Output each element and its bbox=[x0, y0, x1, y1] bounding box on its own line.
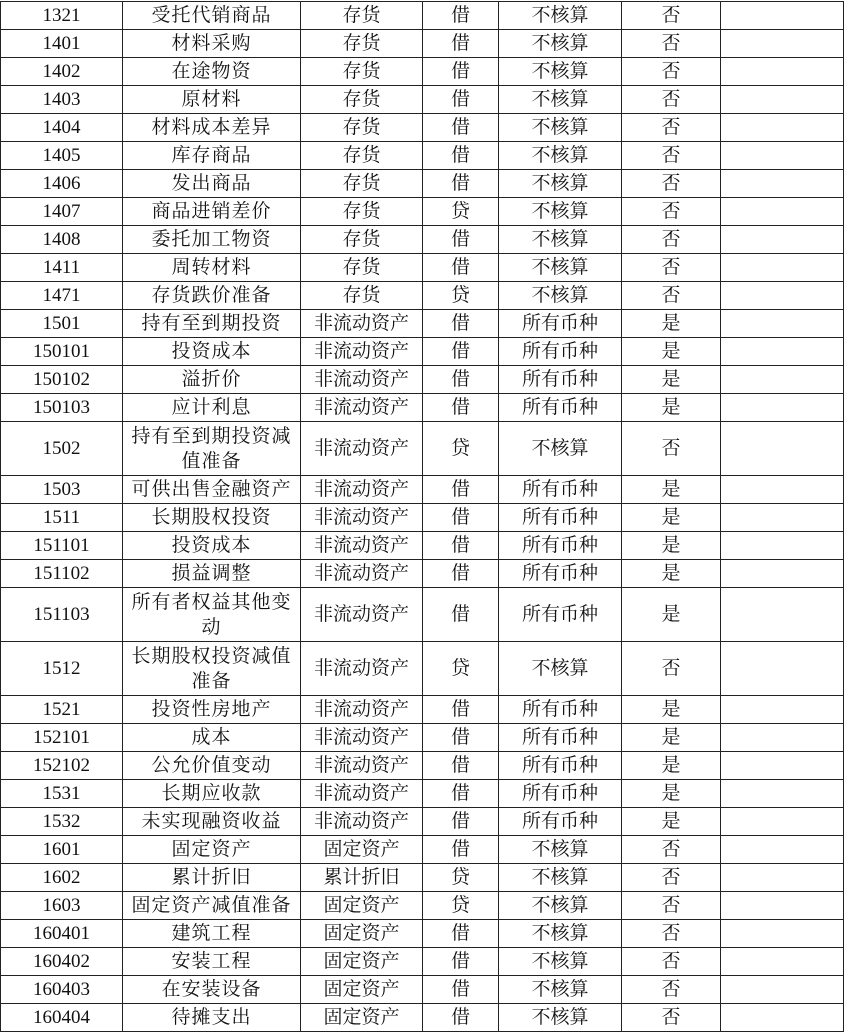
account-category-cell: 非流动资产 bbox=[301, 532, 423, 560]
empty-cell bbox=[721, 836, 844, 864]
table-row bbox=[1, 142, 844, 170]
empty-cell bbox=[721, 114, 844, 142]
period-end-adjust-cell: 是 bbox=[622, 696, 721, 724]
balance-direction-cell: 借 bbox=[423, 948, 499, 976]
period-end-adjust-cell: 否 bbox=[622, 642, 721, 696]
account-code-cell: 160403 bbox=[1, 976, 123, 1004]
period-end-adjust-cell: 否 bbox=[622, 948, 721, 976]
account-code-cell: 1602 bbox=[1, 864, 123, 892]
foreign-currency-cell: 不核算 bbox=[499, 2, 622, 30]
account-code-cell: 1471 bbox=[1, 282, 123, 310]
table-row bbox=[1, 2, 844, 30]
empty-cell bbox=[721, 976, 844, 1004]
account-code-cell: 1601 bbox=[1, 836, 123, 864]
account-category-cell: 非流动资产 bbox=[301, 338, 423, 366]
account-code-cell: 1511 bbox=[1, 504, 123, 532]
account-name-cell: 发出商品 bbox=[123, 170, 301, 198]
account-code-cell: 1401 bbox=[1, 30, 123, 58]
table-row bbox=[1, 114, 844, 142]
period-end-adjust-cell: 是 bbox=[622, 504, 721, 532]
empty-cell bbox=[721, 366, 844, 394]
empty-cell bbox=[721, 476, 844, 504]
table-row bbox=[1, 366, 844, 394]
account-name-cell: 固定资产减值准备 bbox=[123, 892, 301, 920]
account-name-cell: 存货跌价准备 bbox=[123, 282, 301, 310]
period-end-adjust-cell: 是 bbox=[622, 366, 721, 394]
empty-cell bbox=[721, 780, 844, 808]
balance-direction-cell: 借 bbox=[423, 724, 499, 752]
foreign-currency-cell: 不核算 bbox=[499, 86, 622, 114]
account-name-cell: 待摊支出 bbox=[123, 1004, 301, 1032]
table-row bbox=[1, 976, 844, 1004]
empty-cell bbox=[721, 560, 844, 588]
account-category-cell: 非流动资产 bbox=[301, 808, 423, 836]
table-row bbox=[1, 836, 844, 864]
table-row bbox=[1, 422, 844, 476]
empty-cell bbox=[721, 86, 844, 114]
account-category-cell: 非流动资产 bbox=[301, 476, 423, 504]
account-code-cell: 1521 bbox=[1, 696, 123, 724]
empty-cell bbox=[721, 724, 844, 752]
table-row bbox=[1, 696, 844, 724]
foreign-currency-cell: 不核算 bbox=[499, 864, 622, 892]
balance-direction-cell: 贷 bbox=[423, 864, 499, 892]
period-end-adjust-cell: 是 bbox=[622, 588, 721, 642]
table-row bbox=[1, 282, 844, 310]
balance-direction-cell: 借 bbox=[423, 836, 499, 864]
account-code-cell: 1512 bbox=[1, 642, 123, 696]
account-category-cell: 非流动资产 bbox=[301, 780, 423, 808]
account-code-cell: 151102 bbox=[1, 560, 123, 588]
account-code-cell: 160404 bbox=[1, 1004, 123, 1032]
empty-cell bbox=[721, 642, 844, 696]
table-row bbox=[1, 226, 844, 254]
foreign-currency-cell: 不核算 bbox=[499, 920, 622, 948]
table-row bbox=[1, 532, 844, 560]
period-end-adjust-cell: 否 bbox=[622, 920, 721, 948]
account-code-cell: 1404 bbox=[1, 114, 123, 142]
balance-direction-cell: 贷 bbox=[423, 422, 499, 476]
account-code-cell: 1503 bbox=[1, 476, 123, 504]
table-row bbox=[1, 948, 844, 976]
empty-cell bbox=[721, 422, 844, 476]
account-code-cell: 1402 bbox=[1, 58, 123, 86]
period-end-adjust-cell: 是 bbox=[622, 476, 721, 504]
foreign-currency-cell: 所有币种 bbox=[499, 366, 622, 394]
account-code-cell: 1603 bbox=[1, 892, 123, 920]
account-name-cell: 持有至到期投资 bbox=[123, 310, 301, 338]
account-name-cell: 原材料 bbox=[123, 86, 301, 114]
account-name-cell: 损益调整 bbox=[123, 560, 301, 588]
table-row bbox=[1, 808, 844, 836]
balance-direction-cell: 借 bbox=[423, 142, 499, 170]
account-name-cell: 投资成本 bbox=[123, 532, 301, 560]
table-row bbox=[1, 338, 844, 366]
table-row bbox=[1, 1004, 844, 1032]
account-code-cell: 1408 bbox=[1, 226, 123, 254]
account-name-cell: 成本 bbox=[123, 724, 301, 752]
account-category-cell: 非流动资产 bbox=[301, 366, 423, 394]
empty-cell bbox=[721, 198, 844, 226]
period-end-adjust-cell: 否 bbox=[622, 422, 721, 476]
balance-direction-cell: 借 bbox=[423, 780, 499, 808]
period-end-adjust-cell: 是 bbox=[622, 808, 721, 836]
account-code-cell: 152102 bbox=[1, 752, 123, 780]
period-end-adjust-cell: 否 bbox=[622, 198, 721, 226]
account-category-cell: 非流动资产 bbox=[301, 752, 423, 780]
empty-cell bbox=[721, 394, 844, 422]
balance-direction-cell: 借 bbox=[423, 752, 499, 780]
account-name-cell: 长期股权投资 bbox=[123, 504, 301, 532]
period-end-adjust-cell: 否 bbox=[622, 892, 721, 920]
foreign-currency-cell: 不核算 bbox=[499, 198, 622, 226]
foreign-currency-cell: 所有币种 bbox=[499, 338, 622, 366]
account-category-cell: 非流动资产 bbox=[301, 504, 423, 532]
balance-direction-cell: 借 bbox=[423, 504, 499, 532]
account-code-cell: 1411 bbox=[1, 254, 123, 282]
foreign-currency-cell: 所有币种 bbox=[499, 310, 622, 338]
table-row bbox=[1, 588, 844, 642]
account-name-cell: 可供出售金融资产 bbox=[123, 476, 301, 504]
account-code-cell: 1531 bbox=[1, 780, 123, 808]
foreign-currency-cell: 所有币种 bbox=[499, 724, 622, 752]
account-category-cell: 存货 bbox=[301, 86, 423, 114]
balance-direction-cell: 借 bbox=[423, 394, 499, 422]
account-category-cell: 非流动资产 bbox=[301, 696, 423, 724]
account-code-cell: 1532 bbox=[1, 808, 123, 836]
period-end-adjust-cell: 否 bbox=[622, 864, 721, 892]
account-code-cell: 160402 bbox=[1, 948, 123, 976]
balance-direction-cell: 借 bbox=[423, 30, 499, 58]
account-category-cell: 存货 bbox=[301, 142, 423, 170]
account-category-cell: 非流动资产 bbox=[301, 422, 423, 476]
account-name-cell: 未实现融资收益 bbox=[123, 808, 301, 836]
table-row bbox=[1, 780, 844, 808]
period-end-adjust-cell: 否 bbox=[622, 976, 721, 1004]
foreign-currency-cell: 所有币种 bbox=[499, 532, 622, 560]
foreign-currency-cell: 不核算 bbox=[499, 282, 622, 310]
empty-cell bbox=[721, 338, 844, 366]
empty-cell bbox=[721, 752, 844, 780]
account-name-cell: 投资性房地产 bbox=[123, 696, 301, 724]
table-row bbox=[1, 864, 844, 892]
account-code-cell: 1405 bbox=[1, 142, 123, 170]
foreign-currency-cell: 所有币种 bbox=[499, 696, 622, 724]
balance-direction-cell: 借 bbox=[423, 114, 499, 142]
empty-cell bbox=[721, 310, 844, 338]
table-row bbox=[1, 58, 844, 86]
account-code-cell: 1407 bbox=[1, 198, 123, 226]
balance-direction-cell: 借 bbox=[423, 976, 499, 1004]
account-name-cell: 溢折价 bbox=[123, 366, 301, 394]
period-end-adjust-cell: 否 bbox=[622, 170, 721, 198]
account-code-cell: 1406 bbox=[1, 170, 123, 198]
table-row bbox=[1, 504, 844, 532]
account-name-cell: 应计利息 bbox=[123, 394, 301, 422]
empty-cell bbox=[721, 892, 844, 920]
balance-direction-cell: 借 bbox=[423, 310, 499, 338]
balance-direction-cell: 借 bbox=[423, 254, 499, 282]
empty-cell bbox=[721, 808, 844, 836]
account-code-cell: 1321 bbox=[1, 2, 123, 30]
foreign-currency-cell: 所有币种 bbox=[499, 394, 622, 422]
foreign-currency-cell: 不核算 bbox=[499, 642, 622, 696]
period-end-adjust-cell: 是 bbox=[622, 560, 721, 588]
period-end-adjust-cell: 是 bbox=[622, 532, 721, 560]
period-end-adjust-cell: 否 bbox=[622, 282, 721, 310]
foreign-currency-cell: 不核算 bbox=[499, 422, 622, 476]
account-category-cell: 存货 bbox=[301, 58, 423, 86]
account-category-cell: 存货 bbox=[301, 198, 423, 226]
balance-direction-cell: 借 bbox=[423, 560, 499, 588]
account-table-body bbox=[1, 2, 844, 1032]
account-code-cell: 151103 bbox=[1, 588, 123, 642]
foreign-currency-cell: 所有币种 bbox=[499, 476, 622, 504]
period-end-adjust-cell: 是 bbox=[622, 338, 721, 366]
table-row bbox=[1, 892, 844, 920]
account-category-cell: 存货 bbox=[301, 30, 423, 58]
table-row bbox=[1, 30, 844, 58]
balance-direction-cell: 借 bbox=[423, 920, 499, 948]
account-category-cell: 存货 bbox=[301, 2, 423, 30]
account-name-cell: 在安装设备 bbox=[123, 976, 301, 1004]
account-name-cell: 固定资产 bbox=[123, 836, 301, 864]
account-category-cell: 固定资产 bbox=[301, 976, 423, 1004]
account-name-cell: 长期股权投资减值准备 bbox=[123, 642, 301, 696]
empty-cell bbox=[721, 588, 844, 642]
foreign-currency-cell: 不核算 bbox=[499, 58, 622, 86]
table-row bbox=[1, 560, 844, 588]
account-category-cell: 存货 bbox=[301, 114, 423, 142]
foreign-currency-cell: 不核算 bbox=[499, 948, 622, 976]
foreign-currency-cell: 不核算 bbox=[499, 254, 622, 282]
balance-direction-cell: 借 bbox=[423, 808, 499, 836]
account-category-cell: 存货 bbox=[301, 170, 423, 198]
account-category-cell: 固定资产 bbox=[301, 892, 423, 920]
empty-cell bbox=[721, 504, 844, 532]
period-end-adjust-cell: 否 bbox=[622, 254, 721, 282]
empty-cell bbox=[721, 58, 844, 86]
account-name-cell: 商品进销差价 bbox=[123, 198, 301, 226]
table-row bbox=[1, 724, 844, 752]
table-row bbox=[1, 310, 844, 338]
account-code-cell: 160401 bbox=[1, 920, 123, 948]
foreign-currency-cell: 所有币种 bbox=[499, 504, 622, 532]
account-code-cell: 150101 bbox=[1, 338, 123, 366]
table-row bbox=[1, 394, 844, 422]
balance-direction-cell: 借 bbox=[423, 226, 499, 254]
empty-cell bbox=[721, 864, 844, 892]
table-row bbox=[1, 254, 844, 282]
empty-cell bbox=[721, 254, 844, 282]
empty-cell bbox=[721, 1004, 844, 1032]
account-name-cell: 在途物资 bbox=[123, 58, 301, 86]
foreign-currency-cell: 不核算 bbox=[499, 114, 622, 142]
table-row bbox=[1, 198, 844, 226]
table-row bbox=[1, 86, 844, 114]
account-name-cell: 持有至到期投资减值准备 bbox=[123, 422, 301, 476]
foreign-currency-cell: 不核算 bbox=[499, 976, 622, 1004]
period-end-adjust-cell: 是 bbox=[622, 310, 721, 338]
account-category-cell: 固定资产 bbox=[301, 1004, 423, 1032]
table-row bbox=[1, 920, 844, 948]
account-code-cell: 152101 bbox=[1, 724, 123, 752]
account-name-cell: 建筑工程 bbox=[123, 920, 301, 948]
account-name-cell: 委托加工物资 bbox=[123, 226, 301, 254]
balance-direction-cell: 借 bbox=[423, 58, 499, 86]
balance-direction-cell: 贷 bbox=[423, 892, 499, 920]
empty-cell bbox=[721, 142, 844, 170]
foreign-currency-cell: 所有币种 bbox=[499, 780, 622, 808]
foreign-currency-cell: 所有币种 bbox=[499, 560, 622, 588]
period-end-adjust-cell: 是 bbox=[622, 724, 721, 752]
foreign-currency-cell: 所有币种 bbox=[499, 808, 622, 836]
balance-direction-cell: 借 bbox=[423, 476, 499, 504]
foreign-currency-cell: 不核算 bbox=[499, 892, 622, 920]
foreign-currency-cell: 不核算 bbox=[499, 226, 622, 254]
account-category-cell: 非流动资产 bbox=[301, 560, 423, 588]
account-category-cell: 非流动资产 bbox=[301, 642, 423, 696]
period-end-adjust-cell: 否 bbox=[622, 2, 721, 30]
balance-direction-cell: 借 bbox=[423, 338, 499, 366]
account-code-cell: 1502 bbox=[1, 422, 123, 476]
empty-cell bbox=[721, 30, 844, 58]
period-end-adjust-cell: 是 bbox=[622, 752, 721, 780]
empty-cell bbox=[721, 920, 844, 948]
balance-direction-cell: 借 bbox=[423, 696, 499, 724]
period-end-adjust-cell: 是 bbox=[622, 394, 721, 422]
account-code-cell: 150102 bbox=[1, 366, 123, 394]
account-category-cell: 非流动资产 bbox=[301, 588, 423, 642]
table-row bbox=[1, 170, 844, 198]
foreign-currency-cell: 不核算 bbox=[499, 1004, 622, 1032]
account-category-cell: 累计折旧 bbox=[301, 864, 423, 892]
foreign-currency-cell: 所有币种 bbox=[499, 752, 622, 780]
balance-direction-cell: 借 bbox=[423, 170, 499, 198]
account-code-cell: 1403 bbox=[1, 86, 123, 114]
empty-cell bbox=[721, 532, 844, 560]
balance-direction-cell: 借 bbox=[423, 588, 499, 642]
account-name-cell: 库存商品 bbox=[123, 142, 301, 170]
account-name-cell: 投资成本 bbox=[123, 338, 301, 366]
balance-direction-cell: 借 bbox=[423, 532, 499, 560]
account-category-cell: 固定资产 bbox=[301, 920, 423, 948]
foreign-currency-cell: 不核算 bbox=[499, 836, 622, 864]
empty-cell bbox=[721, 948, 844, 976]
period-end-adjust-cell: 否 bbox=[622, 30, 721, 58]
account-category-cell: 非流动资产 bbox=[301, 310, 423, 338]
period-end-adjust-cell: 否 bbox=[622, 1004, 721, 1032]
empty-cell bbox=[721, 226, 844, 254]
balance-direction-cell: 借 bbox=[423, 86, 499, 114]
period-end-adjust-cell: 是 bbox=[622, 780, 721, 808]
balance-direction-cell: 贷 bbox=[423, 198, 499, 226]
foreign-currency-cell: 不核算 bbox=[499, 30, 622, 58]
empty-cell bbox=[721, 2, 844, 30]
account-table bbox=[0, 1, 844, 1032]
balance-direction-cell: 借 bbox=[423, 1004, 499, 1032]
account-name-cell: 受托代销商品 bbox=[123, 2, 301, 30]
period-end-adjust-cell: 否 bbox=[622, 226, 721, 254]
period-end-adjust-cell: 否 bbox=[622, 142, 721, 170]
balance-direction-cell: 贷 bbox=[423, 282, 499, 310]
account-name-cell: 周转材料 bbox=[123, 254, 301, 282]
balance-direction-cell: 贷 bbox=[423, 642, 499, 696]
account-code-cell: 150103 bbox=[1, 394, 123, 422]
foreign-currency-cell: 所有币种 bbox=[499, 588, 622, 642]
period-end-adjust-cell: 否 bbox=[622, 86, 721, 114]
balance-direction-cell: 借 bbox=[423, 366, 499, 394]
empty-cell bbox=[721, 696, 844, 724]
account-code-cell: 151101 bbox=[1, 532, 123, 560]
account-name-cell: 所有者权益其他变动 bbox=[123, 588, 301, 642]
account-name-cell: 公允价值变动 bbox=[123, 752, 301, 780]
empty-cell bbox=[721, 170, 844, 198]
account-name-cell: 材料成本差异 bbox=[123, 114, 301, 142]
period-end-adjust-cell: 否 bbox=[622, 836, 721, 864]
table-row bbox=[1, 752, 844, 780]
account-name-cell: 累计折旧 bbox=[123, 864, 301, 892]
account-category-cell: 存货 bbox=[301, 282, 423, 310]
account-category-cell: 存货 bbox=[301, 226, 423, 254]
account-name-cell: 材料采购 bbox=[123, 30, 301, 58]
account-category-cell: 非流动资产 bbox=[301, 394, 423, 422]
account-code-cell: 1501 bbox=[1, 310, 123, 338]
table-row bbox=[1, 642, 844, 696]
period-end-adjust-cell: 否 bbox=[622, 58, 721, 86]
account-name-cell: 长期应收款 bbox=[123, 780, 301, 808]
table-row bbox=[1, 476, 844, 504]
empty-cell bbox=[721, 282, 844, 310]
foreign-currency-cell: 不核算 bbox=[499, 142, 622, 170]
account-category-cell: 固定资产 bbox=[301, 948, 423, 976]
account-category-cell: 非流动资产 bbox=[301, 724, 423, 752]
account-name-cell: 安装工程 bbox=[123, 948, 301, 976]
period-end-adjust-cell: 否 bbox=[622, 114, 721, 142]
account-category-cell: 固定资产 bbox=[301, 836, 423, 864]
balance-direction-cell: 借 bbox=[423, 2, 499, 30]
account-category-cell: 存货 bbox=[301, 254, 423, 282]
foreign-currency-cell: 不核算 bbox=[499, 170, 622, 198]
